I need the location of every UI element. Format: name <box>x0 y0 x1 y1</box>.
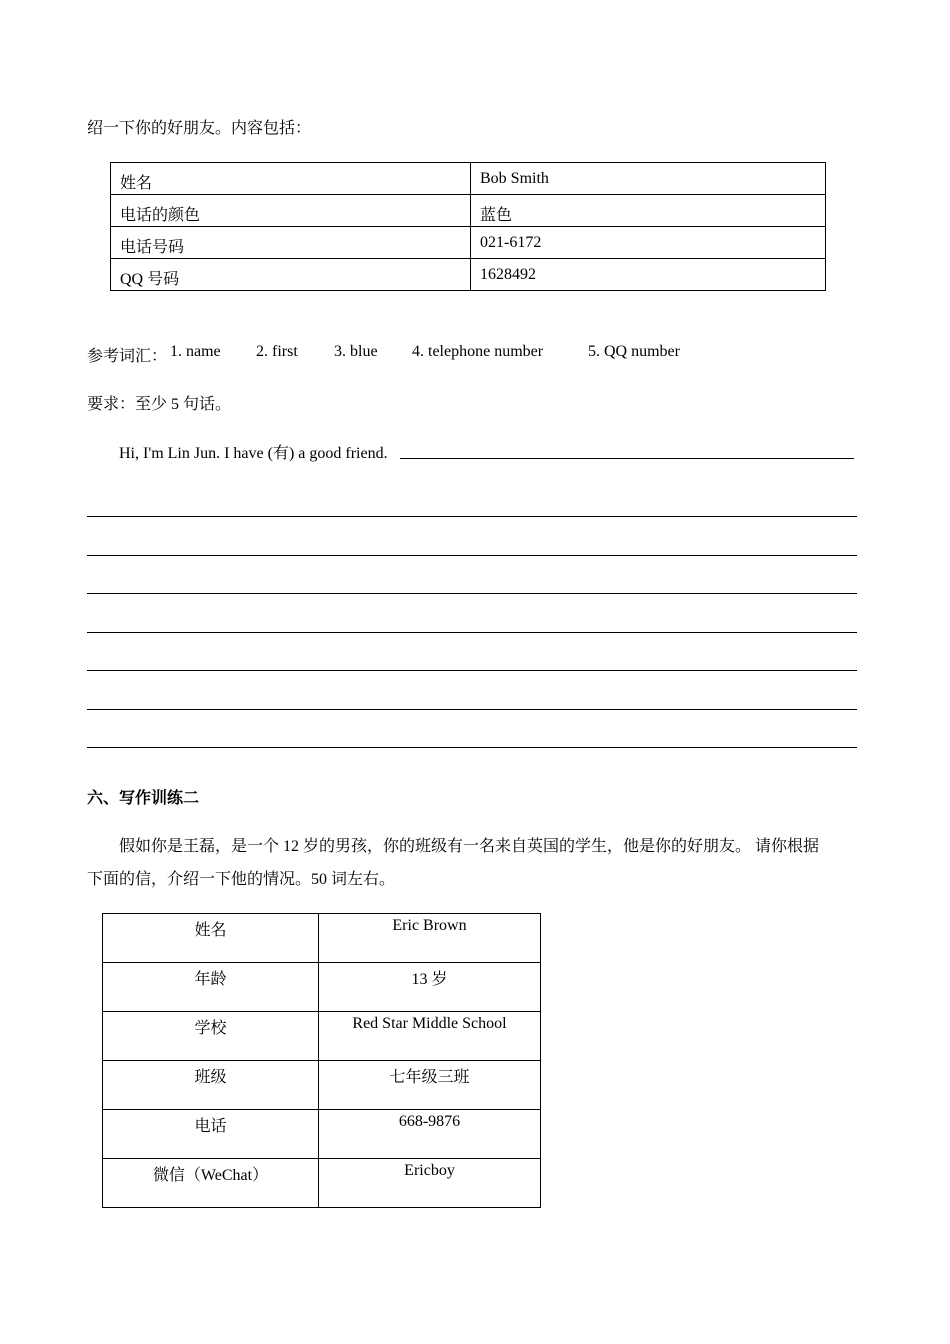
table-row <box>103 1012 541 1061</box>
vocab-item: 5. QQ number <box>588 343 680 360</box>
table-cell-label: 电话号码 <box>111 227 471 259</box>
table-cell-value: 蓝色 <box>471 195 826 227</box>
classmate-info-table <box>102 913 541 1208</box>
table-row <box>103 1159 541 1208</box>
table-cell-value: Bob Smith <box>471 163 826 195</box>
prompt-line: 假如你是王磊，是一个 12 岁的男孩，你的班级有一名来自英国的学生，他是你的好朋友。 请你根据 <box>119 838 820 855</box>
table-row <box>111 259 826 291</box>
table-cell-label: 电话的颜色 <box>111 195 471 227</box>
table-cell-label: 电话 <box>103 1110 319 1159</box>
writing-line <box>87 670 857 671</box>
table-cell-value: Eric Brown <box>319 914 541 963</box>
vocab-item: 1. name <box>170 343 221 360</box>
table-row <box>103 914 541 963</box>
table-cell-value: 1628492 <box>471 259 826 291</box>
vocab-prefix: 参考词汇： <box>87 348 168 365</box>
writing-line <box>87 516 857 517</box>
table-cell-value: Red Star Middle School <box>319 1012 541 1061</box>
vocab-item: 3. blue <box>334 343 378 360</box>
table-row <box>103 963 541 1012</box>
writing-line <box>87 593 857 594</box>
table-cell-value: 13 岁 <box>319 963 541 1012</box>
table-cell-label: 年龄 <box>103 963 319 1012</box>
table-cell-label: 班级 <box>103 1061 319 1110</box>
table-cell-label: QQ 号码 <box>111 259 471 291</box>
table-cell-value: Ericboy <box>319 1159 541 1208</box>
vocab-item: 2. first <box>256 343 298 360</box>
writing-line <box>87 632 857 633</box>
table-cell-label: 微信（WeChat） <box>103 1159 319 1208</box>
writing-line <box>87 709 857 710</box>
table-cell-value: 021-6172 <box>471 227 826 259</box>
friend-info-table <box>110 162 826 291</box>
table-row <box>111 195 826 227</box>
table-cell-label: 姓名 <box>103 914 319 963</box>
requirement-text: 要求：至少 5 句话。 <box>87 396 232 413</box>
section-title: 六、写作训练二 <box>87 790 200 807</box>
table-cell-value: 七年级三班 <box>319 1061 541 1110</box>
writing-line <box>87 555 857 556</box>
writing-line <box>87 747 857 748</box>
start-sentence: Hi, I'm Lin Jun. I have (有) a good friend. <box>119 445 388 462</box>
intro-text: 绍一下你的好朋友。内容包括： <box>87 120 312 137</box>
table-cell-label: 学校 <box>103 1012 319 1061</box>
table-row <box>111 227 826 259</box>
table-row <box>103 1110 541 1159</box>
prompt-line: 下面的信，介绍一下他的情况。50 词左右。 <box>87 871 396 888</box>
table-row <box>103 1061 541 1110</box>
table-row <box>111 163 826 195</box>
vocab-item: 4. telephone number <box>412 343 544 360</box>
table-cell-label: 姓名 <box>111 163 471 195</box>
writing-line <box>400 458 854 459</box>
table-cell-value: 668-9876 <box>319 1110 541 1159</box>
